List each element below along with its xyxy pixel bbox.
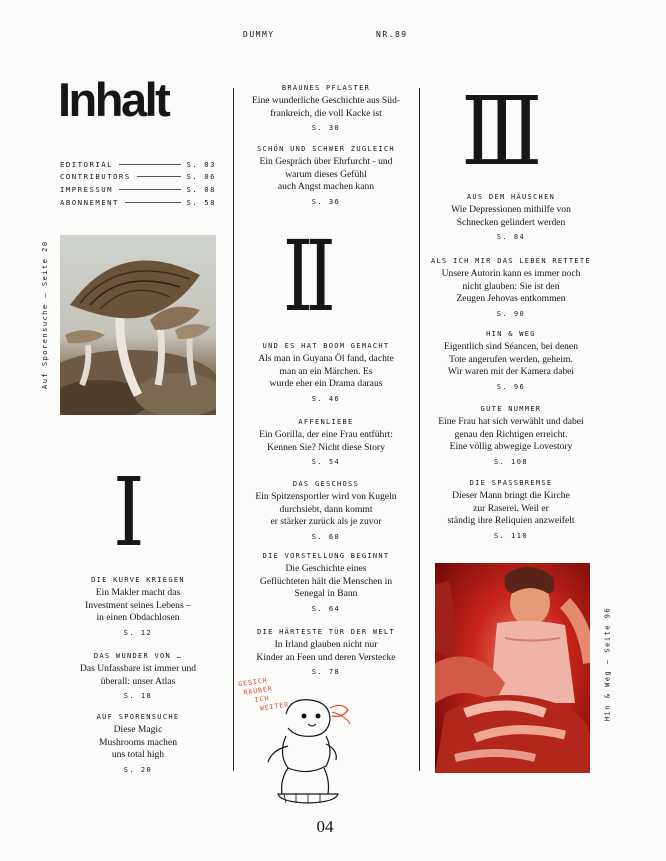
article-page: S. 12 [123, 628, 153, 637]
article-heading: ALS ICH MIR DAS LEBEN RETTETE [431, 257, 591, 265]
article-teaser-line: genau den Richtigen erreicht. [454, 428, 568, 440]
article-teaser-line: Dieser Mann bringt die Kirche [452, 490, 570, 501]
index-label: ABONNEMENT [60, 198, 119, 207]
index-item[interactable] [60, 160, 216, 169]
article-entry[interactable] [240, 480, 412, 541]
doodle-handwriting: GESICH RAUBER ICH WEITER [237, 676, 290, 713]
article-teaser-line: überall: unser Atlas [100, 675, 176, 687]
article-teaser-line: durchsiebt, dann kommt [279, 503, 373, 515]
article-teaser-line: warum dieses Gefühl [285, 168, 367, 180]
article-page: S. 110 [493, 531, 529, 540]
photo-caption-left: Auf Sporensuche — Seite 20 [41, 240, 49, 389]
article-teaser-line: Eine Frau hat sich verwählt und dabei [438, 416, 584, 427]
index-page: S. 03 [186, 160, 216, 169]
issue-number: NR.89 [376, 30, 408, 39]
index-leader-line [119, 189, 180, 190]
article-teaser-line: Kinder an Feen und deren Verstecke [256, 651, 396, 663]
article-entry[interactable] [240, 552, 412, 613]
article-page: S. 108 [493, 457, 529, 466]
article-entry[interactable] [240, 84, 412, 132]
article-heading: UND ES HAT BOOM GEMACHT [262, 342, 390, 350]
article-teaser-line: Investment seines Lebens – [85, 599, 191, 611]
article-entry[interactable] [50, 652, 226, 700]
index-leader-line [125, 202, 181, 203]
article-entry[interactable] [425, 193, 597, 241]
article-heading: SCHÖN UND SCHWER ZUGLEICH [257, 145, 395, 153]
article-teaser-line: Zeugen Jehovas entkommen [456, 293, 566, 305]
article-teaser-line: Ein Gespräch über Ehrfurcht - und [259, 156, 393, 167]
index-item[interactable] [60, 198, 216, 207]
section-numeral-three: III [460, 77, 533, 187]
index-label: IMPRESSUM [60, 185, 114, 194]
article-page: S. 20 [123, 765, 153, 774]
article-entry[interactable] [50, 576, 226, 637]
article-teaser-line: Eine völlig abwegige Lovestory [449, 441, 573, 453]
article-teaser-line: Eine wunderliche Geschichte aus Süd- [251, 95, 401, 106]
article-teaser-line: nicht glauben: Sie ist den [462, 280, 560, 292]
index-label: CONTRIBUTORS [60, 172, 131, 181]
article-page: S. 64 [311, 604, 341, 613]
article-entry[interactable] [425, 257, 597, 318]
article-heading: BRAUNES PFLASTER [281, 84, 371, 92]
doodle-illustration [238, 676, 368, 806]
article-page: S. 36 [311, 197, 341, 206]
article-entry[interactable] [425, 330, 597, 391]
index-item[interactable] [60, 172, 216, 181]
article-teaser-line: In Irland glauben nicht nur [274, 639, 378, 650]
page-title: Inhalt [58, 73, 169, 126]
article-entry[interactable] [425, 479, 597, 540]
article-heading: DIE SPASSBREMSE [469, 479, 553, 487]
article-teaser-line: Eigentlich sind Séancen, bei denen [443, 341, 578, 352]
article-page: S. 54 [311, 458, 341, 467]
article-teaser-line: auch Angst machen kann [277, 181, 375, 193]
article-heading: DIE HÄRTESTE TÜR DER WELT [257, 628, 395, 636]
article-entry[interactable] [240, 342, 412, 403]
index-page: S. 58 [186, 198, 216, 207]
article-teaser-line: zur Raserei. Weil er [473, 502, 549, 514]
article-teaser-line: in einen Obdachlosen [96, 612, 180, 624]
article-page: S. 18 [123, 692, 153, 701]
article-heading: DIE KURVE KRIEGEN [91, 576, 185, 584]
index-leader-line [119, 164, 180, 165]
mushroom-photo [60, 235, 216, 415]
column-divider-left [233, 88, 234, 771]
article-teaser-line: er stärker zurück als je zuvor [270, 516, 382, 528]
article-heading: DAS GESCHOSS [292, 480, 360, 488]
column-divider-right [419, 88, 420, 771]
article-teaser-line: Kennen Sie? Nicht diese Story [267, 441, 385, 453]
photo-caption-right: Hin & Weg — Seite 96 [603, 606, 612, 722]
article-page: S. 90 [496, 309, 526, 318]
article-page: S. 30 [311, 124, 341, 133]
article-entry[interactable] [425, 405, 597, 466]
article-teaser-line: Die Geschichte eines [285, 563, 367, 574]
article-heading: AFFENLIEBE [298, 418, 354, 426]
article-teaser-line: Das Unfassbare ist immer und [79, 663, 197, 674]
article-heading: AUF SPORENSUCHE [96, 713, 180, 721]
article-page: S. 78 [311, 668, 341, 677]
article-page: S. 60 [311, 532, 341, 541]
article-page: S. 96 [496, 382, 526, 391]
article-teaser-line: Ein Spitzensportler wird von Kugeln [255, 491, 397, 502]
article-teaser-line: wurde eher ein Drama daraus [269, 378, 383, 390]
article-teaser-line: Wir waren mit der Kamera dabei [447, 366, 575, 378]
article-teaser-line: Senegal in Bann [294, 588, 358, 600]
article-page: S. 46 [311, 394, 341, 403]
article-teaser-line: man an ein Märchen. Es [279, 365, 373, 377]
article-teaser-line: Geflüchteten hält die Menschen in [259, 575, 393, 587]
page-number: 04 [316, 817, 334, 836]
article-heading: GUTE NUMMER [480, 405, 542, 413]
article-entry[interactable] [240, 418, 412, 466]
article-entry[interactable] [50, 713, 226, 774]
article-teaser-line: Ein Gorilla, der eine Frau entführt: [259, 429, 393, 440]
article-heading: AUS DEM HÄUSCHEN [466, 193, 556, 201]
article-heading: DAS WUNDER VON … [93, 652, 183, 660]
article-teaser-line: Tote angerufen werden, geheim. [449, 353, 573, 365]
article-entry[interactable] [240, 628, 412, 676]
section-numeral-two: II [282, 220, 328, 333]
article-teaser-line: Als man in Guyana Öl fand, dachte [258, 353, 394, 364]
article-heading: HIN & WEG [486, 330, 536, 338]
article-teaser-line: ständig ihre Reliquien anzweifelt [447, 515, 575, 527]
magazine-name: DUMMY [243, 30, 275, 39]
article-teaser-line: Ein Makler macht das [95, 587, 181, 598]
article-teaser-line: Schnecken gelindert werden [456, 216, 566, 228]
article-entry[interactable] [240, 145, 412, 206]
index-page: S. 08 [186, 185, 216, 194]
article-teaser-line: Mushrooms machen [98, 736, 178, 748]
article-teaser-line: Wie Depressionen mithilfe von [451, 204, 571, 215]
index-item[interactable] [60, 185, 216, 194]
index-leader-line [137, 176, 181, 177]
article-teaser-line: uns total high [111, 749, 165, 761]
seance-photo [435, 563, 590, 773]
article-heading: DIE VORSTELLUNG BEGINNT [262, 552, 390, 560]
article-teaser-line: frankreich, die voll Kacke ist [270, 107, 382, 119]
index-label: EDITORIAL [60, 160, 114, 169]
article-page: S. 84 [496, 233, 526, 242]
index-page: S. 06 [186, 172, 216, 181]
article-teaser-line: Unsere Autorin kann es immer noch [441, 268, 581, 279]
section-numeral-one: I [112, 458, 145, 568]
article-teaser-line: Diese Magic [113, 724, 163, 735]
